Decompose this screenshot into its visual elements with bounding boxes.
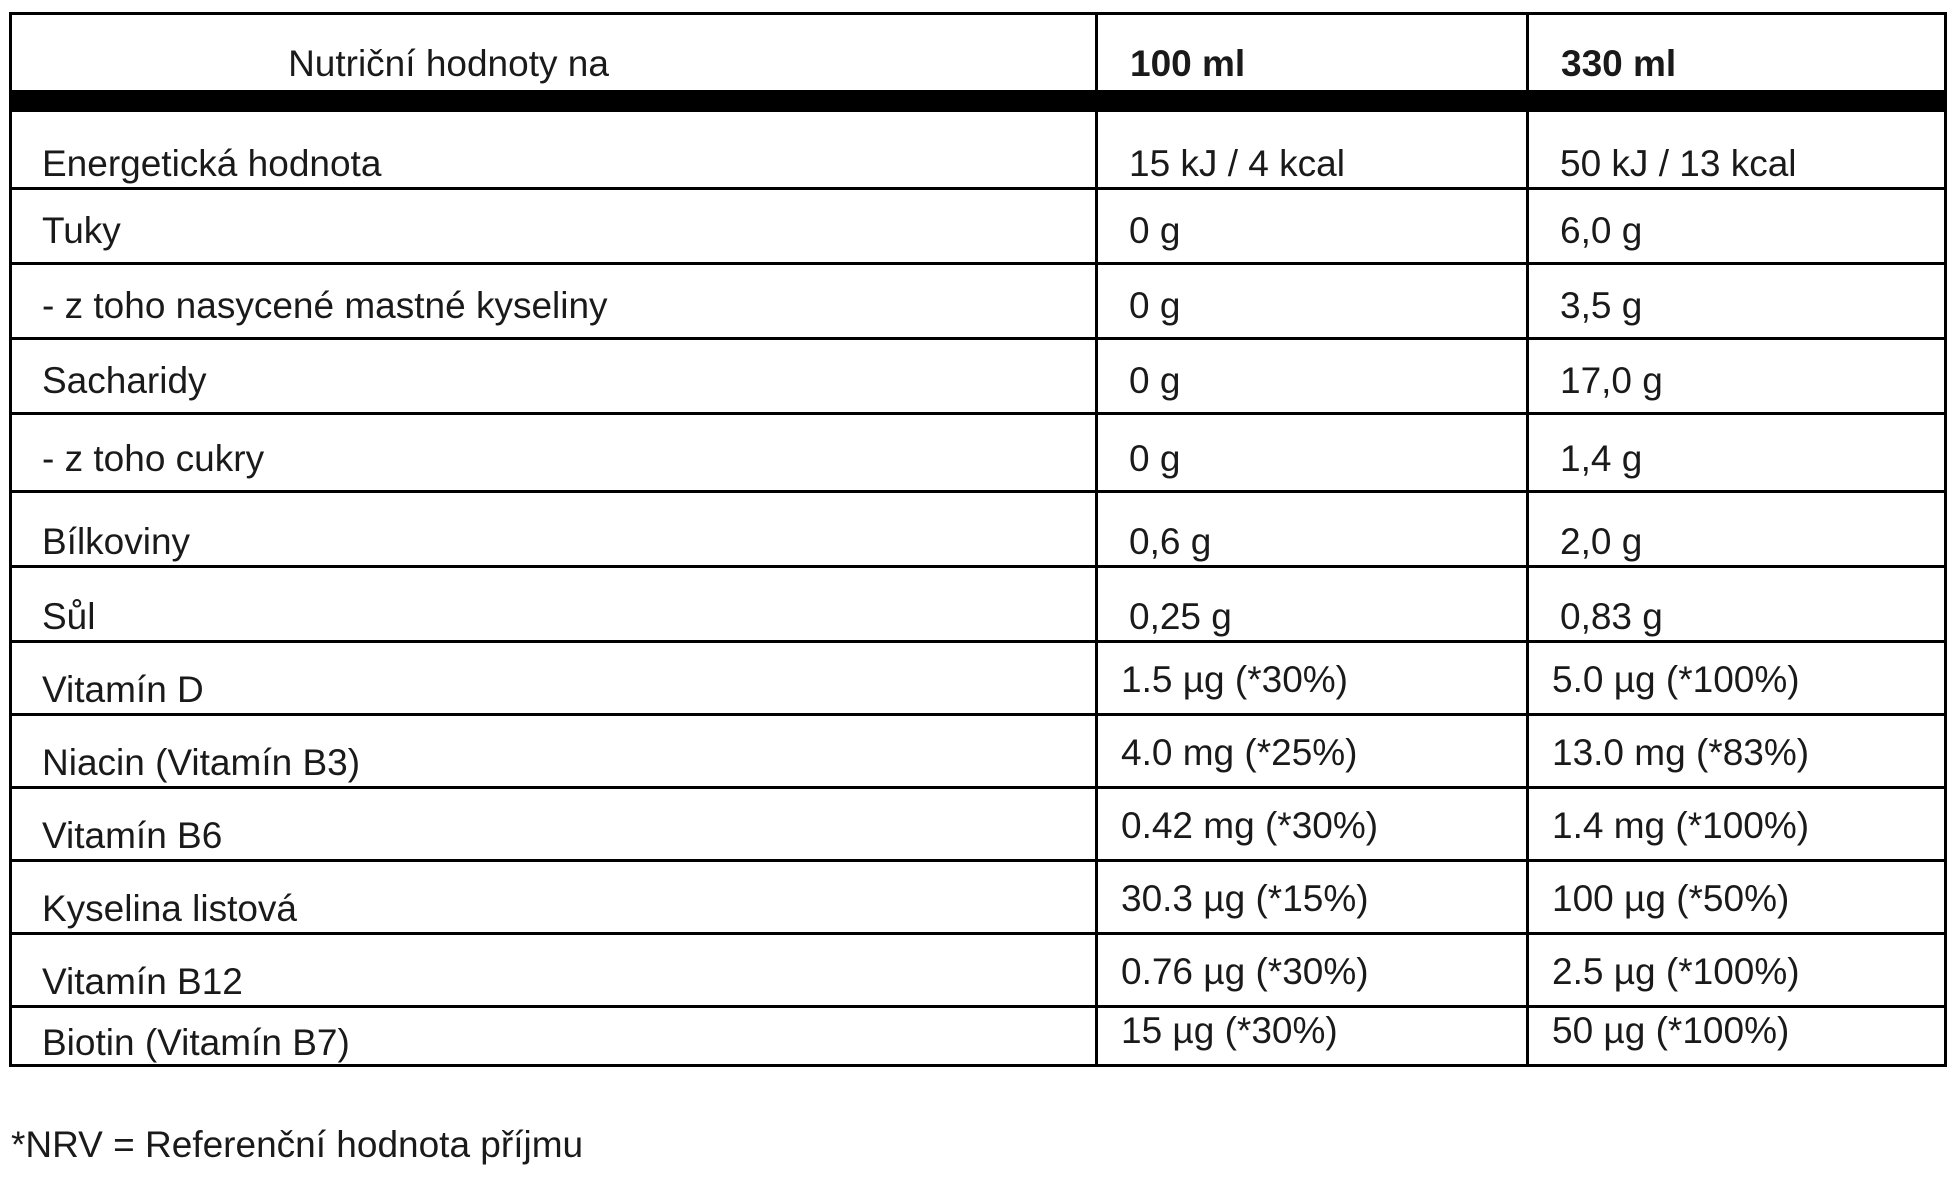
row-label: Energetická hodnota	[42, 143, 382, 184]
footnote: *NRV = Referenční hodnota příjmu	[11, 1124, 584, 1165]
table-row	[12, 862, 1944, 935]
table-row	[12, 190, 1944, 265]
row-value-330ml: 2,0 g	[1560, 521, 1643, 562]
table-row	[12, 265, 1944, 340]
row-label: - z toho cukry	[42, 438, 265, 479]
table-row	[12, 112, 1944, 190]
row-value-330ml: 1.4 mg (*100%)	[1552, 805, 1810, 846]
row-value-100ml: 0.42 mg (*30%)	[1121, 805, 1379, 846]
row-value-330ml: 2.5 µg (*100%)	[1552, 951, 1800, 992]
row-label: Kyselina listová	[42, 888, 298, 929]
row-value-330ml: 50 µg (*100%)	[1552, 1010, 1790, 1051]
nutrition-table	[9, 12, 1947, 1067]
row-value-330ml: 50 kJ / 13 kcal	[1560, 143, 1797, 184]
header-label: Nutriční hodnoty na	[288, 43, 609, 84]
row-value-330ml: 100 µg (*50%)	[1552, 878, 1790, 919]
table-row	[12, 340, 1944, 415]
row-value-100ml: 0,6 g	[1129, 521, 1212, 562]
row-value-100ml: 15 kJ / 4 kcal	[1129, 143, 1345, 184]
table-row	[12, 493, 1944, 568]
row-value-330ml: 0,83 g	[1560, 596, 1663, 637]
row-value-100ml: 0 g	[1129, 285, 1181, 326]
header-divider	[12, 90, 1944, 112]
row-value-330ml: 3,5 g	[1560, 285, 1643, 326]
row-label: Biotin (Vitamín B7)	[42, 1022, 350, 1063]
row-label: Niacin (Vitamín B3)	[42, 742, 361, 783]
row-value-100ml: 0,25 g	[1129, 596, 1232, 637]
row-label: Vitamín B12	[42, 961, 243, 1002]
row-label: Vitamín D	[42, 669, 204, 710]
row-value-330ml: 1,4 g	[1560, 438, 1643, 479]
table-row	[12, 1008, 1944, 1064]
table-header-row	[12, 15, 1944, 90]
row-value-100ml: 15 µg (*30%)	[1121, 1010, 1338, 1051]
row-value-100ml: 4.0 mg (*25%)	[1121, 732, 1358, 773]
row-label: Bílkoviny	[42, 521, 191, 562]
table-row	[12, 568, 1944, 643]
row-label: - z toho nasycené mastné kyseliny	[42, 285, 608, 326]
table-row	[12, 789, 1944, 862]
row-value-100ml: 0 g	[1129, 210, 1181, 251]
row-label: Tuky	[42, 210, 121, 251]
table-row	[12, 643, 1944, 716]
row-value-100ml: 0 g	[1129, 360, 1181, 401]
row-value-100ml: 1.5 µg (*30%)	[1121, 659, 1348, 700]
row-value-100ml: 30.3 µg (*15%)	[1121, 878, 1369, 919]
table-row	[12, 415, 1944, 493]
table-row	[12, 716, 1944, 789]
row-label: Sacharidy	[42, 360, 207, 401]
row-label: Vitamín B6	[42, 815, 223, 856]
row-label: Sůl	[42, 596, 96, 637]
row-value-330ml: 6,0 g	[1560, 210, 1643, 251]
row-value-100ml: 0.76 µg (*30%)	[1121, 951, 1369, 992]
header-100ml: 100 ml	[1095, 15, 1526, 90]
row-value-330ml: 13.0 mg (*83%)	[1552, 732, 1810, 773]
header-330ml: 330 ml	[1526, 15, 1944, 90]
row-value-330ml: 5.0 µg (*100%)	[1552, 659, 1800, 700]
table-row	[12, 935, 1944, 1008]
row-value-100ml: 0 g	[1129, 438, 1181, 479]
row-value-330ml: 17,0 g	[1560, 360, 1663, 401]
